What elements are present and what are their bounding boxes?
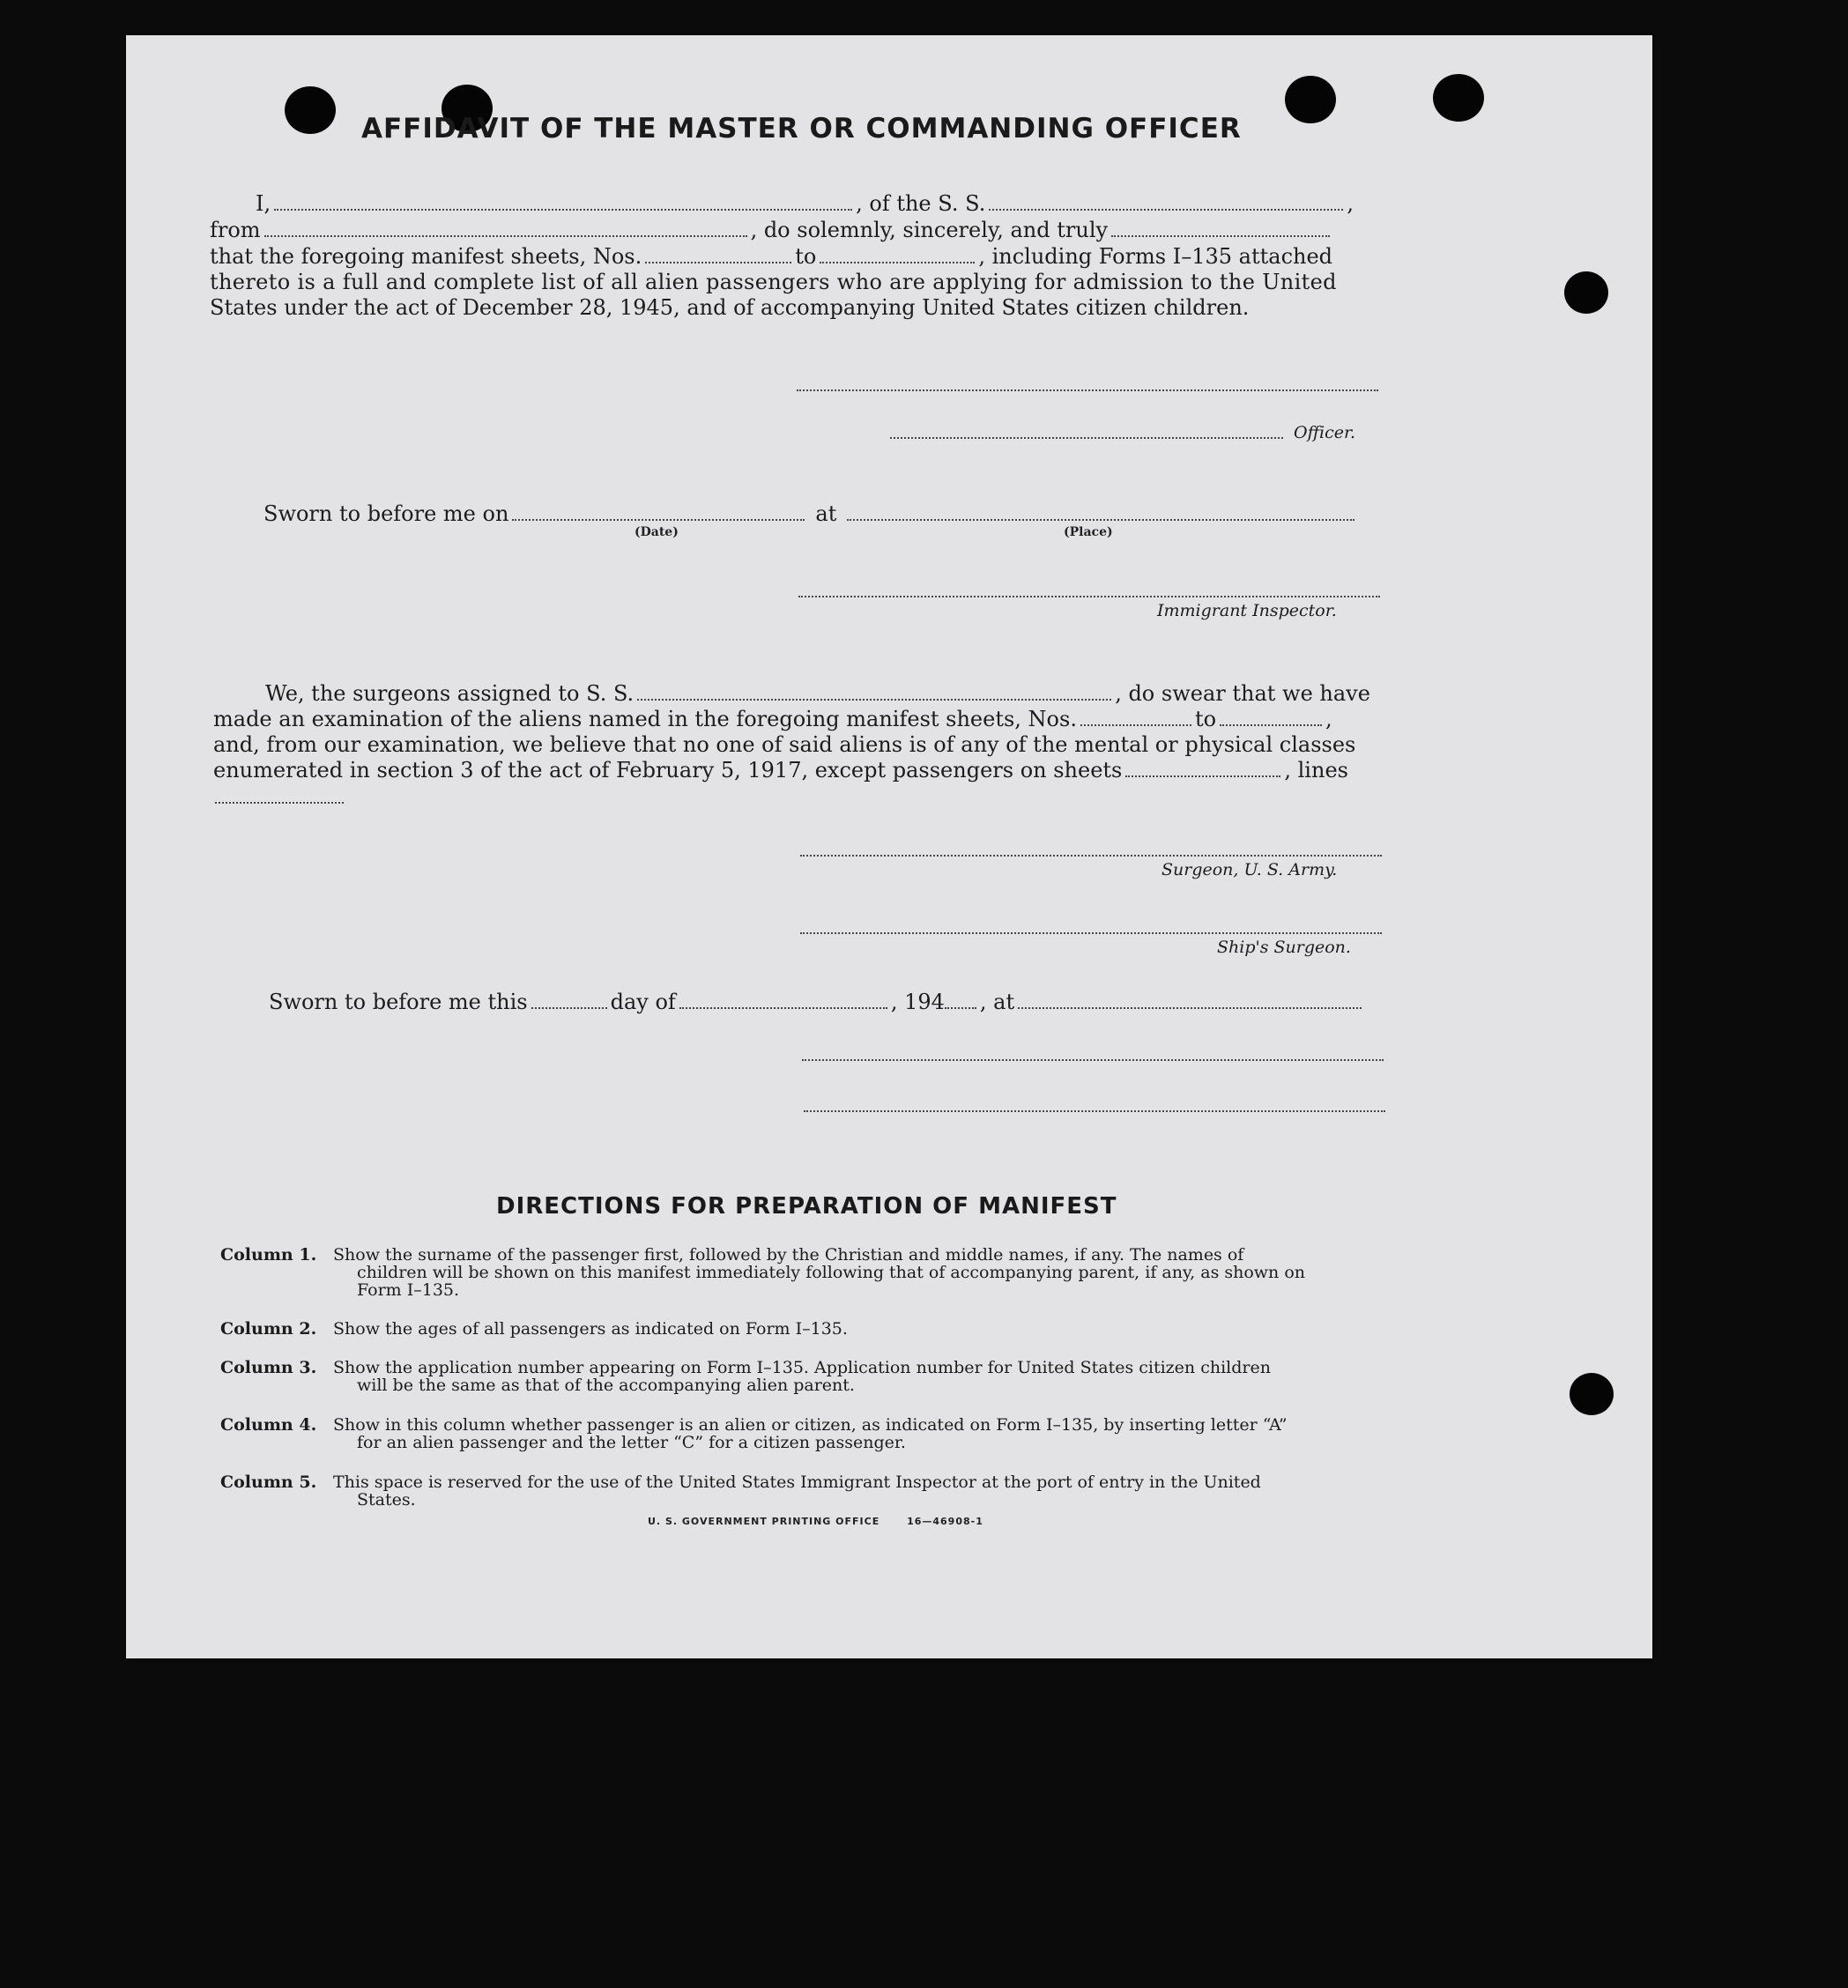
- form-code: 16—46908-1: [907, 1516, 983, 1527]
- direction-item: [220, 1320, 1392, 1338]
- surgeons-line-2: [213, 706, 1332, 732]
- direction-label: Column 5.: [220, 1472, 317, 1492]
- ship-surgeon-caption: Ship's Surgeon.: [1217, 938, 1351, 957]
- excepted-sheets-field[interactable]: [1125, 758, 1280, 777]
- affidavit-line-3: [210, 243, 1332, 270]
- surgeons-text: ,: [1325, 707, 1332, 731]
- surgeons-text: , do swear that we have: [1115, 681, 1370, 706]
- surgeons-text: enumerated in section 3 of the act of February 5, 1917, except passengers on sheets: [213, 758, 1123, 783]
- ship-surgeon-signature-line[interactable]: [800, 932, 1382, 934]
- affidavit-line-2: [210, 217, 1333, 243]
- punch-hole: [1570, 1373, 1614, 1415]
- ship-name-field[interactable]: [989, 191, 1343, 211]
- sworn-place-field[interactable]: [847, 501, 1354, 521]
- manifest-page: [126, 35, 1652, 1658]
- punch-hole: [1285, 76, 1336, 123]
- affidavit-text: from: [210, 218, 261, 242]
- direction-first: Show the application number appearing on Form I–135. Application number for United States citizen children: [333, 1358, 1271, 1377]
- direction-text: [333, 1320, 1377, 1338]
- sheets-from-field[interactable]: [645, 244, 791, 263]
- inspector-signature-line[interactable]: [798, 596, 1380, 597]
- affidavit-text: I,: [256, 191, 271, 216]
- direction-text: [333, 1246, 1377, 1299]
- surgeon-ship-field[interactable]: [637, 681, 1111, 701]
- direction-rest: will be the same as that of the accompanying alien parent.: [357, 1376, 855, 1395]
- sworn2-text: Sworn to before me this: [269, 990, 528, 1014]
- sworn-statement-1: [263, 501, 1358, 527]
- direction-first: Show the ages of all passengers as indicated on Form I–135.: [333, 1319, 848, 1339]
- sworn-statement-2: [269, 989, 1365, 1015]
- inspector-caption: Immigrant Inspector.: [1157, 601, 1337, 620]
- direction-first: This space is reserved for the use of the United States Immigrant Inspector at the port of entry in the United: [333, 1472, 1261, 1492]
- affidavit-line-1: [256, 190, 1354, 217]
- surgeons-line-1: [265, 680, 1370, 707]
- surgeons-text: made an examination of the aliens named in the foregoing manifest sheets, Nos.: [213, 707, 1077, 731]
- sworn2-title-line[interactable]: [804, 1110, 1385, 1112]
- sworn2-place-field[interactable]: [1018, 990, 1362, 1009]
- surgeons-text: to: [1194, 707, 1217, 731]
- sheets-to-field[interactable]: [820, 244, 975, 263]
- sworn-day-field[interactable]: [531, 990, 607, 1009]
- directions-title: DIRECTIONS FOR PREPARATION OF MANIFEST: [496, 1193, 1117, 1220]
- direction-text: [333, 1359, 1377, 1394]
- officer-caption: Officer.: [1294, 423, 1356, 442]
- date-caption: (Date): [635, 525, 679, 539]
- punch-hole: [1564, 271, 1608, 314]
- direction-first: Show in this column whether passenger is an alien or citizen, as indicated on Form I–135, by inserting letter “A”: [333, 1415, 1288, 1435]
- surgeons-text: , lines: [1284, 758, 1348, 783]
- direction-item: [220, 1416, 1392, 1451]
- affidavit-text: , including Forms I–135 attached: [978, 244, 1333, 269]
- sworn-month-field[interactable]: [679, 990, 887, 1009]
- direction-label: Column 3.: [220, 1358, 317, 1377]
- direction-text: [333, 1473, 1377, 1509]
- sworn-year-field[interactable]: [945, 990, 976, 1009]
- master-name-field[interactable]: [274, 191, 852, 211]
- affidavit-text: to: [795, 244, 817, 269]
- affidavit-text: , of the S. S.: [856, 191, 986, 216]
- direction-item: [220, 1473, 1392, 1509]
- surgeons-text: We, the surgeons assigned to S. S.: [265, 681, 635, 706]
- affidavit-text: ,: [1347, 191, 1354, 216]
- punch-hole: [285, 86, 336, 134]
- excepted-lines-field[interactable]: [215, 802, 344, 804]
- sworn-text: at: [815, 501, 837, 526]
- affidavit-text: that the foregoing manifest sheets, Nos.: [210, 244, 642, 269]
- affidavit-line-4: thereto is a full and complete list of all alien passengers who are applying for admission to the United: [210, 270, 1337, 294]
- sworn-date-field[interactable]: [512, 501, 805, 521]
- place-caption: (Place): [1064, 525, 1113, 539]
- affidavit-line-5: States under the act of December 28, 1945, and of accompanying United States citizen children.: [210, 295, 1250, 320]
- sworn2-text: day of: [610, 990, 676, 1014]
- direction-rest: children will be shown on this manifest immediately following that of accompanying parent, if any, as shown on Form I–135.: [357, 1263, 1306, 1300]
- surgeons-line-3: and, from our examination, we believe that no one of said aliens is of any of the mental or physical classes: [213, 732, 1356, 757]
- direction-rest: for an alien passenger and the letter “C” for a citizen passenger.: [357, 1433, 906, 1452]
- surgeon-sheets-from-field[interactable]: [1080, 707, 1191, 726]
- direction-label: Column 4.: [220, 1415, 317, 1435]
- sworn2-signature-line[interactable]: [802, 1059, 1384, 1061]
- sworn-text: Sworn to before me on: [263, 501, 509, 526]
- sworn2-text: , 194: [890, 990, 945, 1014]
- direction-item: [220, 1359, 1392, 1394]
- sworn2-text: , at: [979, 990, 1015, 1014]
- punch-hole: [1433, 74, 1484, 122]
- direction-first: Show the surname of the passenger first, followed by the Christian and middle names, if any. The names of: [333, 1245, 1244, 1265]
- direction-rest: States.: [357, 1490, 416, 1510]
- officer-signature-line[interactable]: [797, 389, 1378, 391]
- oath-type-field[interactable]: [1111, 218, 1330, 237]
- direction-item: [220, 1246, 1392, 1299]
- direction-label: Column 2.: [220, 1319, 317, 1339]
- printer-name: U. S. GOVERNMENT PRINTING OFFICE: [648, 1516, 880, 1527]
- affidavit-title: AFFIDAVIT OF THE MASTER OR COMMANDING OFFICER: [361, 113, 1242, 145]
- army-surgeon-caption: Surgeon, U. S. Army.: [1161, 860, 1338, 879]
- surgeons-line-4: [213, 757, 1348, 783]
- direction-text: [333, 1416, 1377, 1451]
- affidavit-text: , do solemnly, sincerely, and truly: [750, 218, 1109, 242]
- officer-title-line[interactable]: [890, 437, 1283, 439]
- departure-port-field[interactable]: [264, 218, 747, 237]
- direction-label: Column 1.: [220, 1245, 317, 1265]
- surgeon-sheets-to-field[interactable]: [1220, 707, 1322, 726]
- army-surgeon-signature-line[interactable]: [800, 855, 1382, 857]
- printer-credit: [648, 1516, 983, 1527]
